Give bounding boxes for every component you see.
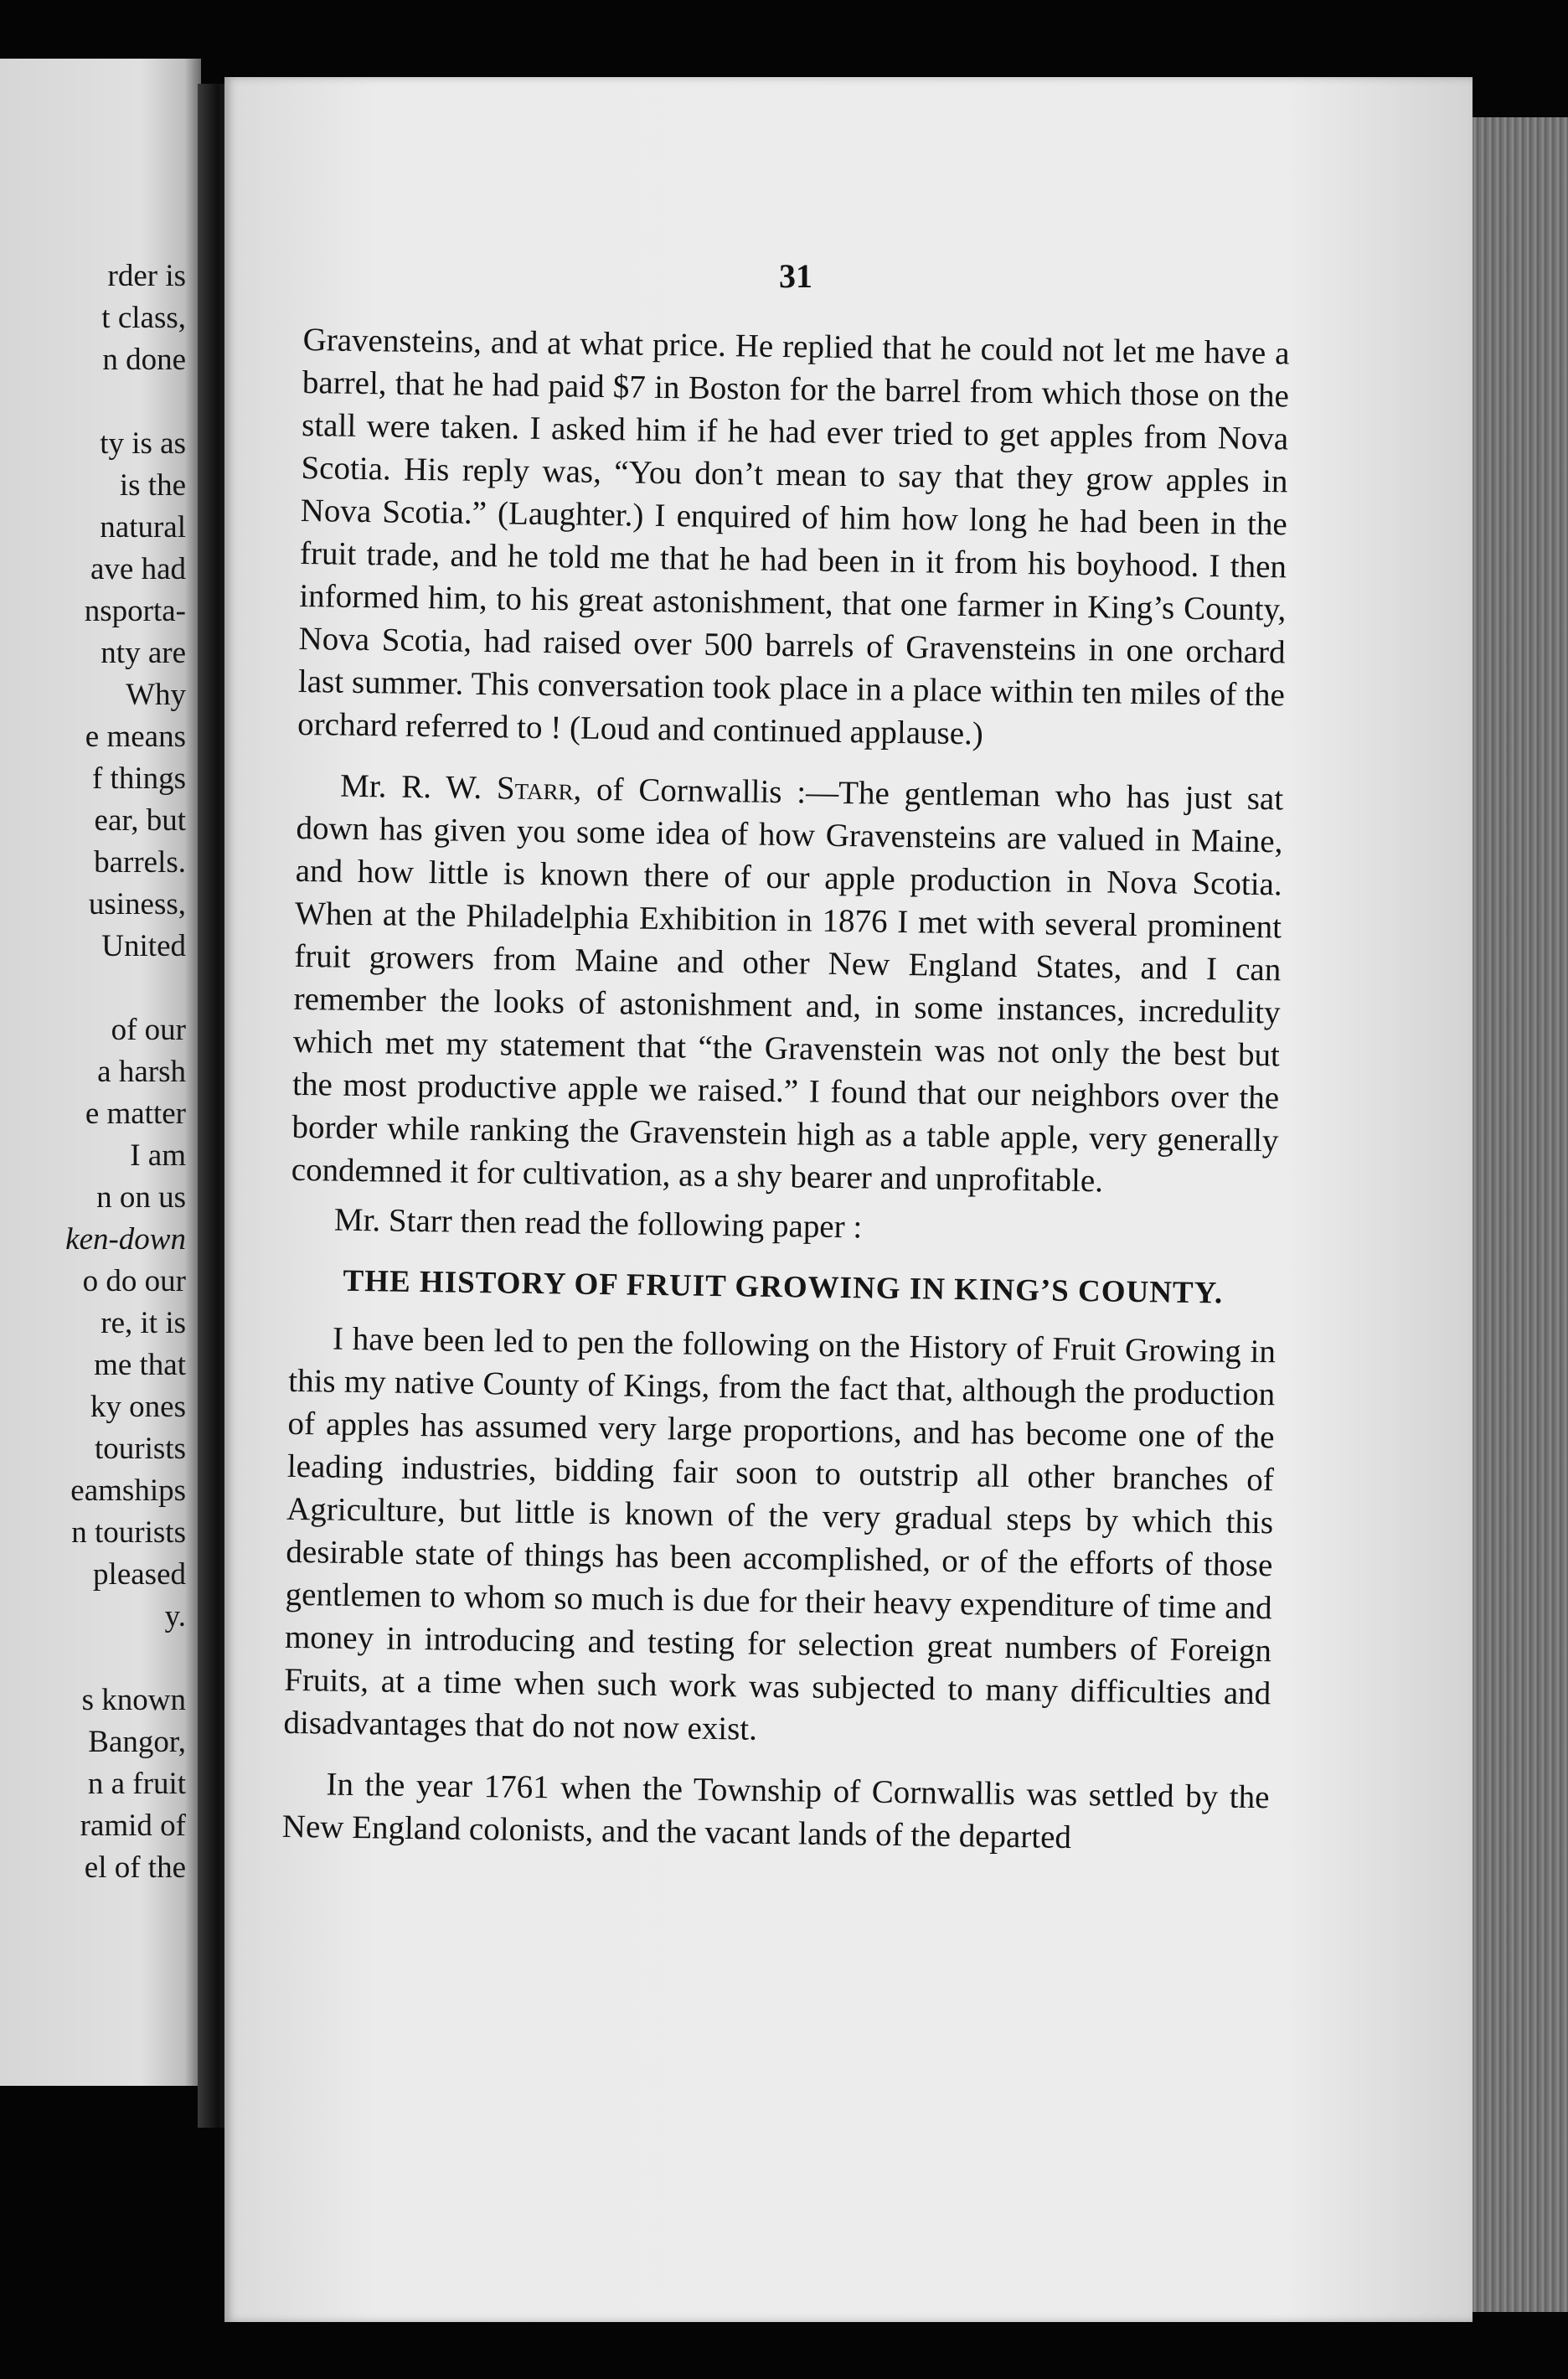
facing-page [0,59,201,2086]
facing-page-line: is the [119,468,186,503]
facing-page-line: y. [164,1599,186,1633]
paragraph-2 [291,764,1283,1205]
facing-page-line: pleased [93,1557,186,1592]
facing-page-line: o do our [82,1264,186,1298]
facing-page-line: rder is [107,259,186,293]
facing-page-line: eamships [70,1473,186,1508]
paragraph-1: Gravensteins, and at what price. He replied that he could not let me have a barrel, that he had paid $7 in Boston for the barrel from which those on the stall were taken. I asked him if he had ever tried to get apples from Nova Scotia. His reply was, “You don’t mean to say that they grow apples in Nova Scotia.” (Laughter.) I enquired of him how long he had been in the fruit trade, and he told me that he had been in it from his boyhood. I then informed him, to his great astonishment, that one farmer in King’s County, Nova Scotia, had raised over 500 barrels of Gravensteins in one orchard last summer. This conversation took place in a place within ten miles of the orchard referred to ! (Loud and continued applause.) [297,321,1290,752]
facing-page-line: natural [100,510,186,544]
facing-page-line: I am [130,1138,186,1173]
paragraph-3: Mr. Starr then read the following paper : [333,1201,863,1246]
speaker-name: Starr [496,770,574,808]
section-heading: THE HISTORY OF FRUIT GROWING IN KING’S COUNTY. [343,1263,1224,1311]
facing-page-line: United [101,929,186,963]
facing-page-line: usiness, [88,887,186,921]
facing-page-line: ear, but [94,803,186,838]
facing-page-line: barrels. [94,845,186,880]
facing-page-line: nsporta- [84,594,186,628]
paragraph-5: In the year 1761 when the Township of Cornwallis was settled by the New England colonists, and the vacant lands of the departed [281,1766,1270,1855]
book-edge [1457,117,1568,2312]
facing-page-line: n on us [96,1180,186,1215]
facing-page-line: tourists [95,1432,186,1466]
facing-page-line: me that [94,1348,186,1382]
facing-page-line: of our [111,1013,186,1047]
facing-page-line: ky ones [90,1390,186,1424]
facing-page-line: n a fruit [87,1767,186,1801]
facing-page-line: n tourists [71,1515,186,1550]
facing-page-line: s known [81,1683,186,1717]
paragraph-2-body: , of Cornwallis :—The gentleman who has just sat down has given you some idea of how Gravensteins are valued in Maine, and how little is known there of our apple production in Nova Scotia. When at the Philadelphia Exhibition in 1876 I met with several prominent fruit growers from Maine and other New England States, and I can remember the looks of astonishment and, in some instances, incredulity which met my statement that “the Gravenstein was not only the best but the most productive apple we raised.” I found that our neighbors over the border while ranking the Gravenstein high as a table apple, very generally condemned it for cultivation, as a shy bearer and unprofitable. [291,771,1284,1200]
page-number: 31 [779,257,812,295]
facing-page-line: re, it is [101,1306,186,1340]
facing-page-line: Bangor, [88,1725,186,1759]
facing-page-line: e means [85,720,186,754]
facing-page-line: n done [102,343,186,377]
speaker-prefix: Mr. R. W. [339,767,482,807]
facing-page-line: el of the [84,1850,186,1885]
facing-page-line: t class, [101,301,186,335]
facing-page-line: ramid of [80,1809,186,1843]
facing-page-line: a harsh [97,1055,186,1089]
page-text [282,318,1290,1861]
facing-page-line: ave had [90,552,186,586]
facing-page-line: nty are [101,636,186,670]
facing-page-line: ty is as [100,426,186,461]
facing-page-line: f things [91,761,186,796]
facing-page-line: ken-down [65,1222,186,1257]
facing-page-line: e matter [85,1097,186,1131]
paragraph-4: I have been led to pen the following on the History of Fruit Growing in this my native County of Kings, from the fact that, although the production of apples has assumed very large proportions, and has become one of the leading industries, bidding fair soon to outstrip all other branches of Agriculture, but little is known of the very gradual steps by which this desirable state of things has been accomplished, or of the efforts of those gentlemen to whom so much is due for their heavy expenditure of time and money in introducing and testing for selection great numbers of Foreign Fruits, at a time when such work was subjected to many difficulties and disadvantages that do not now exist. [283,1320,1277,1747]
facing-page-line: Why [126,678,186,712]
